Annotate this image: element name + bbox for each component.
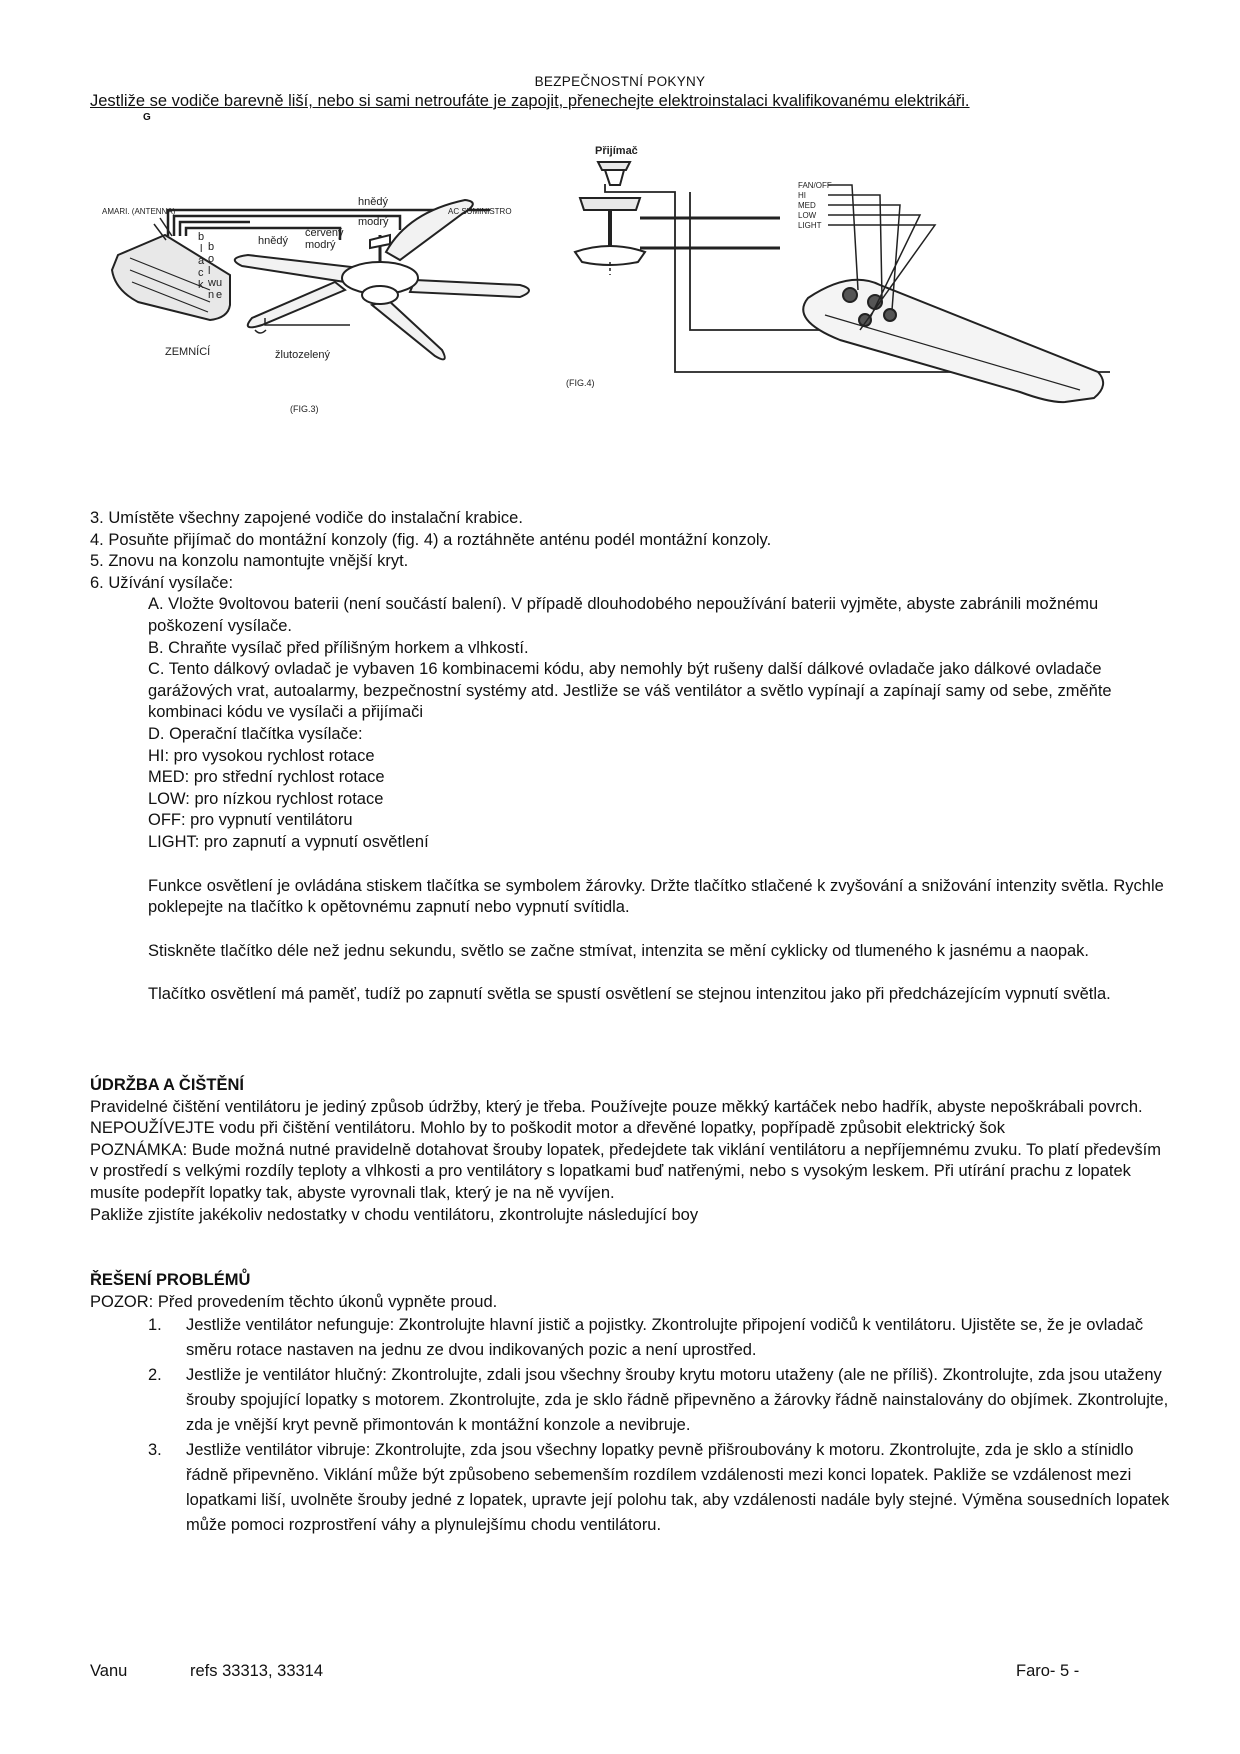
wire-letter: b bbox=[208, 241, 215, 253]
wire-label-hnedy-top: hnědý bbox=[358, 196, 388, 208]
wire-letter: c bbox=[198, 267, 204, 279]
button-light: LIGHT: pro zapnutí a vypnutí osvětlení bbox=[148, 832, 429, 851]
list-item-text: Jestliže ventilátor vibruje: Zkontrolujte, zda jsou všechny lopatky pevně přišroubovány k motoru. Zkontrolujte, zda je sklo a stínidlo řádně připevněno. Viklání může být způsobeno sebemenším rozdílem vzdálenosti mezi konci lopatek. Pakliže se vzdálenost mezi lopatkami liší, uvolněte šrouby jedné z lopatek, upravte její polohu tak, aby vzdálenosti nadále byly stejné. Výměna sousedních lopatek může pomoci rozprostření váhy a plynulejšímu chodu ventilátoru. bbox=[186, 1441, 1170, 1535]
safety-warning: Jestliže se vodiče barevně liší, nebo si sami netroufáte je zapojit, přenechejte elektroinstalaci kvalifikovanému elektrikáři. bbox=[90, 92, 970, 110]
step-6d: D. Operační tlačítka vysílače: bbox=[148, 724, 363, 743]
wire-letter: w bbox=[208, 277, 216, 289]
mounting-plate bbox=[598, 162, 630, 170]
fan-blade-bottomright bbox=[372, 300, 445, 359]
list-item bbox=[90, 1313, 1170, 1363]
step-6c: C. Tento dálkový ovladač je vybaven 16 kombinacemi kódu, aby nemohly být rušeny další dálkové ovladače jako dálkové ovladače garážových vrat, autoalarmy, bezpečnostní systémy atd. Jestliže se váš ventilátor a světlo vypínají a zapínají samy od sebe, změňte kombinaci kódu ve vysílači a přijímači bbox=[148, 660, 1112, 722]
zemnici-label: ZEMNÍCÍ bbox=[165, 346, 211, 358]
wire-label-cerveny: červený bbox=[305, 227, 344, 239]
footer-refs: refs 33313, 33314 bbox=[190, 1662, 324, 1680]
maintenance-paragraph-1: Pravidelné čištění ventilátoru je jediný způsob údržby, který je třeba. Používejte pouze měkký kartáček nebo hadřík, abyste nepoškrábali povrch. NEPOUŽÍVEJTE vodu při čištění ventilátoru. Mohlo by to poškodit motor a dřevěné lopatky, popřípadě způsobit elektrický šok bbox=[90, 1097, 1143, 1138]
step-3: 3. Umístěte všechny zapojené vodiče do instalační krabice. bbox=[90, 509, 523, 527]
wire-letter: k bbox=[198, 279, 204, 291]
remote-button-label: FAN/OFF bbox=[798, 181, 832, 190]
button-hi: HI: pro vysokou rychlost rotace bbox=[148, 746, 375, 765]
wire-letter: b bbox=[198, 231, 205, 243]
list-item-number: 3. bbox=[148, 1441, 162, 1460]
step-4: 4. Posuňte přijímač do montážní konzoly (fig. 4) a roztáhněte anténu podél montážní konzoly. bbox=[90, 530, 772, 549]
wire-label-modry-mid: modrý bbox=[305, 239, 336, 251]
step-5: 5. Znovu na konzolu namontujte vnější kryt. bbox=[90, 552, 409, 571]
wire-label-modry-top: modrý bbox=[358, 216, 389, 228]
wiring-figures bbox=[90, 140, 1150, 440]
ac-label: AC SUMINISTRO bbox=[448, 207, 512, 216]
list-item-number: 1. bbox=[148, 1316, 162, 1335]
light-paragraph-1: Funkce osvětlení je ovládána stiskem tlačítka se symbolem žárovky. Držte tlačítko stlačené k zvyšování a snižování intenzity světla. Rychle poklepejte na tlačítko k opětovnému zapnutí nebo vypnutí svítidla. bbox=[148, 876, 1164, 917]
wire-letter: n bbox=[208, 289, 215, 301]
remote-button-label: LIGHT bbox=[798, 221, 822, 230]
page-header-title: BEZPEČNOSTNÍ POKYNY bbox=[534, 74, 706, 89]
troubleshooting-heading: ŘEŠENÍ PROBLÉMŮ bbox=[90, 1271, 251, 1289]
step-6: 6. Užívání vysílače: bbox=[90, 573, 234, 592]
button-off: OFF: pro vypnutí ventilátoru bbox=[148, 811, 353, 830]
remote-button-label: HI bbox=[798, 191, 806, 200]
light-paragraph-2: Stiskněte tlačítko déle než jednu sekundu, světlo se začne stmívat, intenzita se mění cyklicky od tlumeného k jasnému a naopak. bbox=[148, 941, 1090, 960]
maintenance-section bbox=[90, 1075, 1170, 1226]
g-label: G bbox=[143, 112, 151, 123]
figure-4 bbox=[575, 162, 1110, 402]
maintenance-heading: ÚDRŽBA A ČIŠTĚNÍ bbox=[90, 1076, 244, 1094]
remote-button-label: MED bbox=[798, 201, 816, 210]
footer-left: Vanu bbox=[90, 1662, 128, 1680]
figure-4-labels bbox=[566, 145, 832, 388]
fan-blade-bottomleft bbox=[248, 282, 345, 327]
wire-letter: e bbox=[216, 289, 223, 301]
light-kit bbox=[362, 286, 398, 304]
troubleshooting-section bbox=[90, 1270, 1170, 1538]
list-item-text: Jestliže ventilátor nefunguje: Zkontrolujte hlavní jistič a pojistky. Zkontrolujte připojení vodičů k ventilátoru. Ujistěte se, že je ovladač směru rotace nastaven na jednu ze dvou indikovaných pozic a není uprostřed. bbox=[186, 1316, 1144, 1360]
wire-letter: l bbox=[200, 243, 203, 255]
wire-letter: l bbox=[208, 265, 211, 277]
button-med: MED: pro střední rychlost rotace bbox=[148, 768, 385, 787]
figure-3 bbox=[112, 200, 529, 359]
footer-page: Faro- 5 - bbox=[1016, 1662, 1080, 1680]
light-paragraph-3: Tlačítko osvětlení má paměť, tudíž po zapnutí světla se spustí osvětlení se stejnou intenzitou jako při předcházejícím vypnutí světla. bbox=[148, 985, 1111, 1004]
wire-letter: a bbox=[198, 255, 205, 267]
list-item bbox=[90, 1363, 1170, 1438]
step-6b: B. Chraňte vysílač před přílišným horkem a vlhkostí. bbox=[148, 638, 529, 657]
button-low: LOW: pro nízkou rychlost rotace bbox=[148, 789, 384, 808]
wire-letter: u bbox=[216, 277, 223, 289]
maintenance-note: POZNÁMKA: Bude možná nutné pravidelně dotahovat šrouby lopatek, předejdete tak viklání ventilátoru a nepříjemnému zvuku. To platí především v prostředí s velkými rozdíly teploty a vlhkosti a pro ventilátory s lopatkami buď natřenými, nebo s vysokým leskem. Při utírání prachu z lopatek musíte podepřít lopatky tak, abyste vyrovnali tlak, který je na ně vyvíjen. bbox=[90, 1140, 1161, 1202]
wire-letter: o bbox=[208, 253, 215, 265]
step-6a: A. Vložte 9voltovou baterii (není součástí balení). V případě dlouhodobého nepoužívání baterii vyjměte, abyste zabránili možnému poškození vysílače. bbox=[148, 595, 1099, 635]
wire-label-hnedy-mid: hnědý bbox=[258, 235, 288, 247]
list-item-text: Jestliže je ventilátor hlučný: Zkontrolujte, zdali jsou všechny šrouby krytu motoru utaženy (ale ne příliš). Zkontrolujte, zda jsou utaženy šrouby spojující lopatky s motorem. Zkontrolujte, zda je sklo řádně připevněno a žárovky řádně nainstalovány do objímek. Zkontrolujte, zda je vnější kryt pevně přimontován k montážní konzole a nevibruje. bbox=[186, 1366, 1169, 1435]
fig3-caption: (FIG.3) bbox=[290, 404, 319, 414]
list-item-number: 2. bbox=[148, 1366, 162, 1385]
remote-button-label: LOW bbox=[798, 211, 817, 220]
list-item bbox=[90, 1438, 1170, 1538]
zlutozeleny-label: žlutozelený bbox=[275, 349, 331, 361]
installation-steps bbox=[90, 508, 1170, 1006]
antenna-label: AMARI. (ANTENNA) bbox=[102, 207, 176, 216]
maintenance-paragraph-3: Pakliže zjistíte jakékoliv nedostatky v chodu ventilátoru, zkontrolujte následující boy bbox=[90, 1205, 699, 1224]
fan-blade-right bbox=[410, 280, 529, 297]
prijimac-label: Přijímač bbox=[595, 145, 638, 157]
troubleshooting-caution: POZOR: Před provedením těchto úkonů vypněte proud. bbox=[90, 1292, 498, 1311]
fig4-caption: (FIG.4) bbox=[566, 378, 595, 388]
troubleshooting-list bbox=[90, 1313, 1170, 1538]
